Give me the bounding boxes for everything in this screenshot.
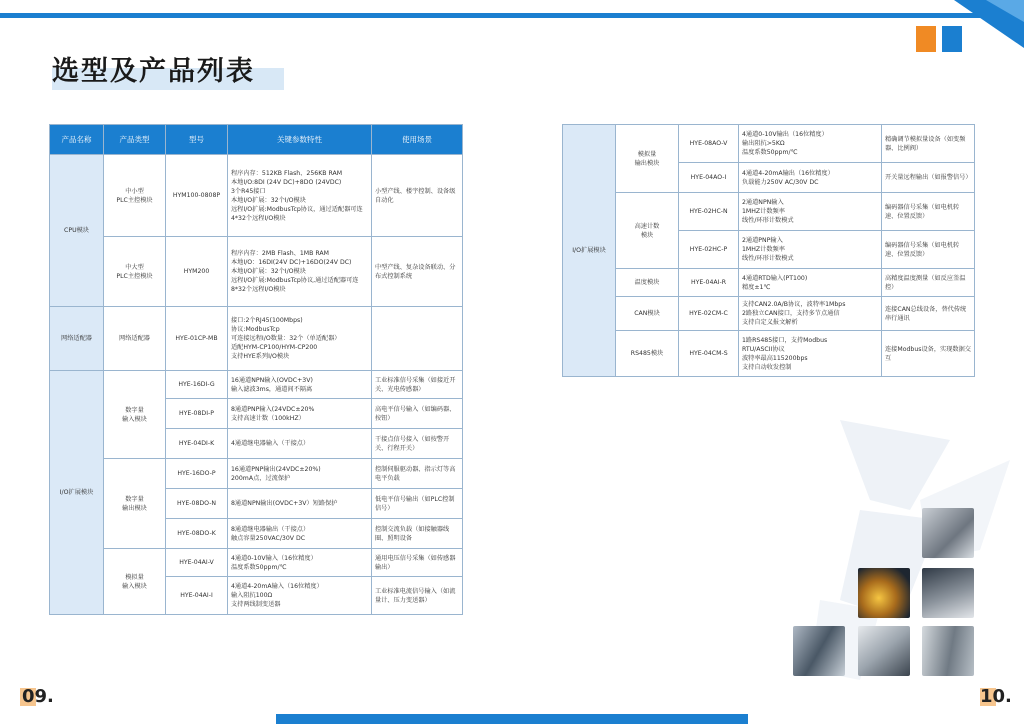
table-row <box>50 549 463 577</box>
model-cell: HYE-04AO-I <box>679 163 739 193</box>
use-cell: 中型产线、复杂设备联动、分布式控制系统 <box>372 237 463 307</box>
use-cell: 编码器信号采集（如电机转速、位置反馈） <box>882 231 975 269</box>
orange-square-decoration <box>916 26 936 52</box>
use-cell: 连接Modbus设备，实现数据交互 <box>882 331 975 377</box>
bottom-accent-bar <box>276 714 748 724</box>
model-cell: HYE-02HC-P <box>679 231 739 269</box>
use-cell: 通用电压信号采集（如传感器输出） <box>372 549 463 577</box>
header-model: 型号 <box>166 125 228 155</box>
use-cell: 小型产线、楼宇控制、设备级自动化 <box>372 155 463 237</box>
page-number-left: 09. <box>22 686 54 707</box>
model-cell: HYE-04AI-R <box>679 269 739 297</box>
use-cell: 精确调节模拟量设备（如变频器、比例阀） <box>882 125 975 163</box>
params-cell: 4通道RTD输入(PT100) 精度±1℃ <box>739 269 882 297</box>
table-row <box>50 459 463 489</box>
table-row <box>563 331 975 377</box>
model-cell: HYM200 <box>166 237 228 307</box>
use-cell: 工业标准信号采集（如接近开关、光电传感器） <box>372 371 463 399</box>
use-cell: 控制伺服驱动器、指示灯等高电平负载 <box>372 459 463 489</box>
product-photo-robot-arm-2 <box>922 568 974 618</box>
params-cell: 2通道NPN输入 1MHZ计数频率 线性/环形计数模式 <box>739 193 882 231</box>
category-cell: 网络适配器 <box>50 307 104 371</box>
product-photo-robot-arm-1 <box>922 508 974 558</box>
blue-square-decoration <box>942 26 962 52</box>
params-cell: 4通道0-10V输出（16位精度） 输出阻抗>5KΩ 温度系数50ppm/℃ <box>739 125 882 163</box>
type-cell: 数字量 输入模块 <box>104 371 166 459</box>
table-row <box>563 125 975 163</box>
page-number-right: 10. <box>980 686 1012 707</box>
params-cell: 4通道4-20mA输出（16位精度） 负载能力250V AC/30V DC <box>739 163 882 193</box>
params-cell: 2通道PNP输入 1MHZ计数频率 线性/环形计数模式 <box>739 231 882 269</box>
page-title: 选型及产品列表 <box>52 56 255 87</box>
params-cell: 支持CAN2.0A/B协议，波特率1Mbps 2路独立CAN接口，支持多节点通信 支持自定义报文解析 <box>739 297 882 331</box>
use-cell: 高电平信号输入（如编码器、按钮） <box>372 399 463 429</box>
params-cell: 16通道NPN输入(OVDC+3V) 输入滤波3ms，通道间不隔离 <box>228 371 372 399</box>
product-table-left <box>49 124 463 615</box>
model-cell: HYE-08DO-K <box>166 519 228 549</box>
table-row <box>50 307 463 371</box>
product-photo-machinery-2 <box>922 626 974 676</box>
params-cell: 程序内存：512KB Flash、256KB RAM 本地I/O:8DI (24V DC)+8DO (24VDC) 3个R45接口 本地I/O扩展：32个I/O模块 远程I/O扩展:ModbusTcp协议，通过适配器可连4*32个远程I/O模块 <box>228 155 372 237</box>
use-cell: 工业标准电流信号输入（如流量计、压力变送器） <box>372 577 463 615</box>
use-cell: 开关量远程输出（如报警信号） <box>882 163 975 193</box>
type-cell: 数字量 输出模块 <box>104 459 166 549</box>
use-cell: 干接点信号接入（如按警开关、行程开关） <box>372 429 463 459</box>
category-cell: I/O扩展模块 <box>50 371 104 615</box>
params-cell: 接口:2个RJ45(100Mbps) 协议:ModbusTcp 可连接远程I/O数量：32个（单适配器） 适配HYM-CP100/HYM-CP200 支持HYE系列I/O模块 <box>228 307 372 371</box>
use-cell: 连接CAN总线设备，替代传统串行通讯 <box>882 297 975 331</box>
model-cell: HYE-01CP-MB <box>166 307 228 371</box>
model-cell: HYE-02HC-N <box>679 193 739 231</box>
type-cell: 中大型 PLC主控模块 <box>104 237 166 307</box>
params-cell: 8通道NPN输出(OVDC+3V）短路保护 <box>228 489 372 519</box>
category-cell: I/O扩展模块 <box>563 125 616 377</box>
model-cell: HYE-08DO-N <box>166 489 228 519</box>
product-photo-welding <box>858 568 910 618</box>
header-key-params: 关键参数特性 <box>228 125 372 155</box>
table-row <box>563 193 975 231</box>
model-cell: HYE-04AI-I <box>166 577 228 615</box>
use-cell: 编码器信号采集（如电机转速、位置反馈） <box>882 193 975 231</box>
product-table-right <box>562 124 975 377</box>
params-cell: 4通道4-20mA输入（16位精度） 输入阻抗100Ω 支持两线制变送器 <box>228 577 372 615</box>
model-cell: HYE-04CM-S <box>679 331 739 377</box>
type-cell: 模拟量 输出模块 <box>616 125 679 193</box>
model-cell: HYE-04AI-V <box>166 549 228 577</box>
params-cell: 4通道0-10V输入（16位精度） 温度系数50ppm/℃ <box>228 549 372 577</box>
type-cell: 模拟量 输入模块 <box>104 549 166 615</box>
model-cell: HYE-08AO-V <box>679 125 739 163</box>
use-cell: 控制交流负载（如接触器线圈、照明设备 <box>372 519 463 549</box>
table-row <box>50 237 463 307</box>
model-cell: HYM100-0808P <box>166 155 228 237</box>
top-accent-bar <box>0 13 1024 18</box>
model-cell: HYE-08DI-P <box>166 399 228 429</box>
type-cell: 中小型 PLC主控模块 <box>104 155 166 237</box>
corner-decoration-light <box>986 0 1024 22</box>
header-product-name: 产品名称 <box>50 125 104 155</box>
header-use-case: 使用场景 <box>372 125 463 155</box>
table-row <box>50 155 463 237</box>
params-cell: 8通道继电器输出（干接点） 触点容量250VAC/30V DC <box>228 519 372 549</box>
table-row <box>563 269 975 297</box>
product-photo-machinery-1 <box>793 626 845 676</box>
params-cell: 4通道继电器输入（干接点） <box>228 429 372 459</box>
params-cell: 16通道PNP输出(24VDC±20%) 200mA点，过流保护 <box>228 459 372 489</box>
params-cell: 程序内存：2MB Flash、1MB RAM 本地I/O：16DI(24V DC)+16DO(24V DC) 本地I/O扩展：32个I/O模块 远程I/O扩展:ModbusTcp协议,通过适配器可连8*32个远程I/O模块 <box>228 237 372 307</box>
params-cell: 8通道PNP输入(24VDC±20% 支持高速计数（100kHZ） <box>228 399 372 429</box>
use-cell: 高精度温度测量（如反应釜温控） <box>882 269 975 297</box>
type-cell: 高速计数 模块 <box>616 193 679 269</box>
model-cell: HYE-02CM-C <box>679 297 739 331</box>
category-cell: CPU模块 <box>50 155 104 307</box>
params-cell: 1路RS485接口，支持Modbus RTU/ASCII协议 波特率最高115200bps 支持自动收发控制 <box>739 331 882 377</box>
product-photo-robot-3 <box>858 626 910 676</box>
model-cell: HYE-16DO-P <box>166 459 228 489</box>
type-cell: RS485模块 <box>616 331 679 377</box>
table-row <box>50 371 463 399</box>
table-header-row <box>50 125 463 155</box>
use-cell <box>372 307 463 371</box>
model-cell: HYE-04DI-K <box>166 429 228 459</box>
header-product-type: 产品类型 <box>104 125 166 155</box>
model-cell: HYE-16DI-G <box>166 371 228 399</box>
use-cell: 低电平信号输出（如PLC控制信号） <box>372 489 463 519</box>
type-cell: CAN模块 <box>616 297 679 331</box>
type-cell: 网络适配器 <box>104 307 166 371</box>
table-row <box>563 297 975 331</box>
type-cell: 温度模块 <box>616 269 679 297</box>
